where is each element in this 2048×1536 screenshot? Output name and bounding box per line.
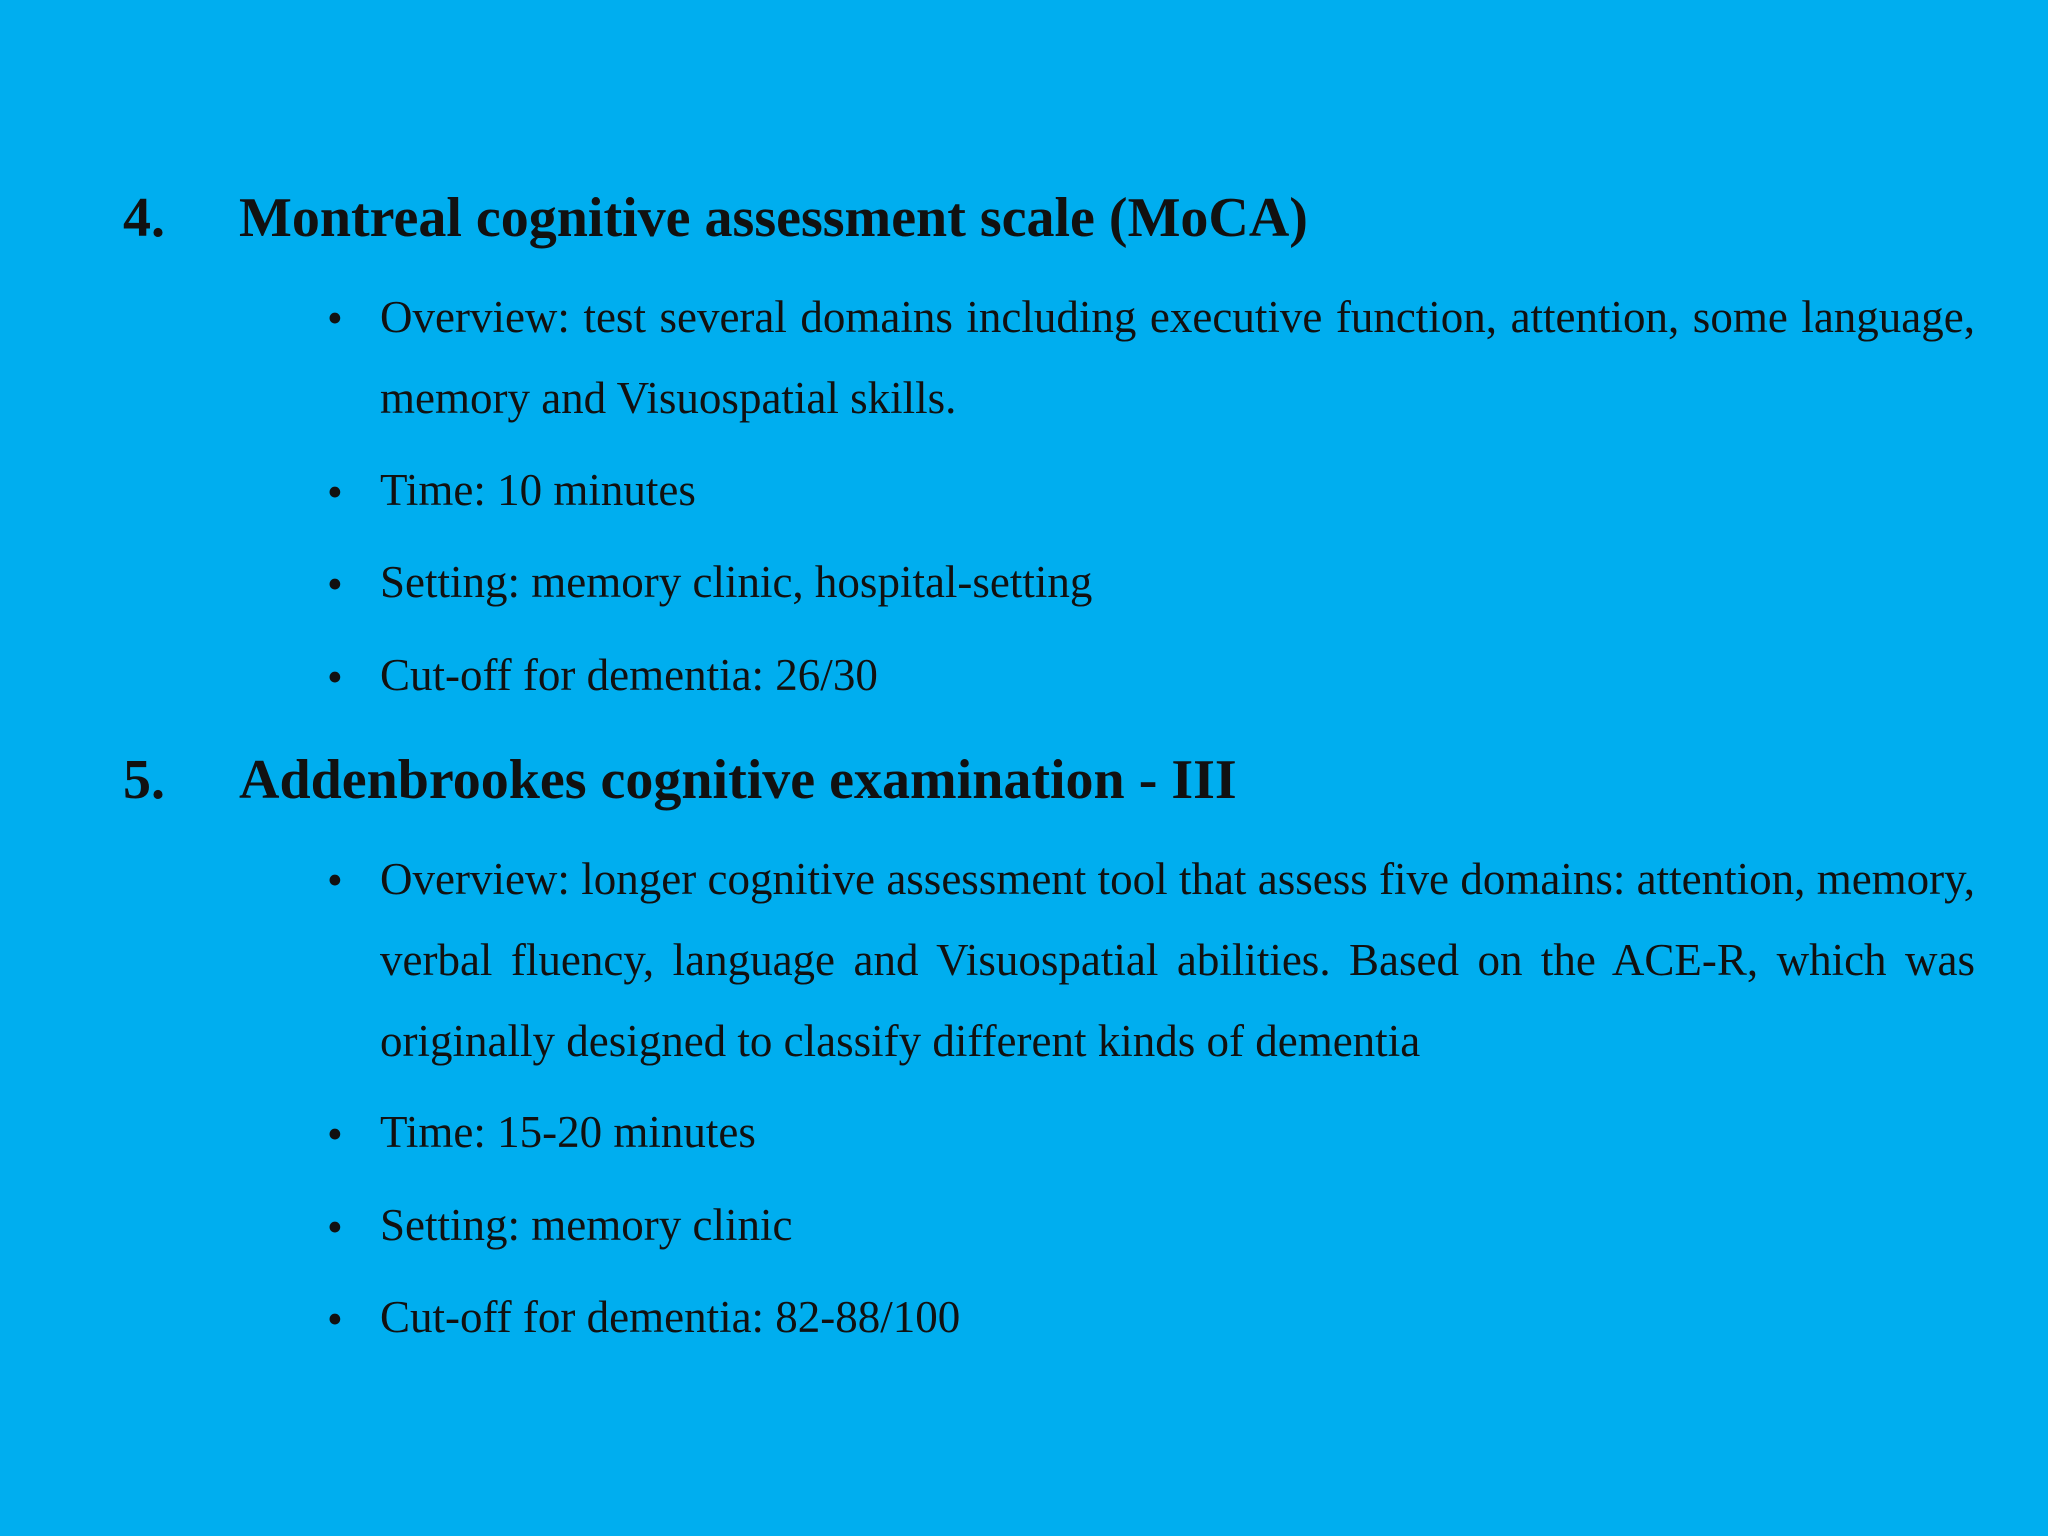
- section-5-number: 5.: [123, 749, 165, 811]
- section-4-heading: [123, 187, 1308, 249]
- bullet-marker: •: [327, 1294, 343, 1344]
- section-5-overview: Overview: longer cognitive assessment tool that assess five domains: attention, memory, verbal fluency, language and Visuospatial abilities. Based on the ACE-R, which was originally designed to classify different kinds of dementia: [380, 854, 1975, 1066]
- section-4-time: Time: 10 minutes: [380, 465, 696, 515]
- section-4-setting: Setting: memory clinic, hospital-setting: [380, 557, 1093, 607]
- bullet-marker: •: [327, 855, 343, 905]
- bullet-marker: •: [327, 293, 343, 343]
- section-4-cutoff: Cut-off for dementia: 26/30: [380, 650, 878, 700]
- section-4-number: 4.: [123, 187, 165, 249]
- bullet-marker: •: [327, 559, 343, 609]
- bullet-marker: •: [327, 1202, 343, 1252]
- section-5-time: Time: 15-20 minutes: [380, 1107, 756, 1157]
- section-5-cutoff: Cut-off for dementia: 82-88/100: [380, 1292, 961, 1342]
- bullet-marker: •: [327, 1109, 343, 1159]
- bullet-marker: •: [327, 652, 343, 702]
- bullet-marker: •: [327, 467, 343, 517]
- section-5-heading: [123, 749, 1237, 811]
- section-5-setting: Setting: memory clinic: [380, 1200, 793, 1250]
- section-5-title: Addenbrookes cognitive examination - III: [239, 749, 1237, 811]
- section-4-overview: Overview: test several domains including executive function, attention, some language, memory and Visuospatial skills.: [380, 292, 1975, 423]
- section-4-title: Montreal cognitive assessment scale (MoCA): [239, 187, 1308, 249]
